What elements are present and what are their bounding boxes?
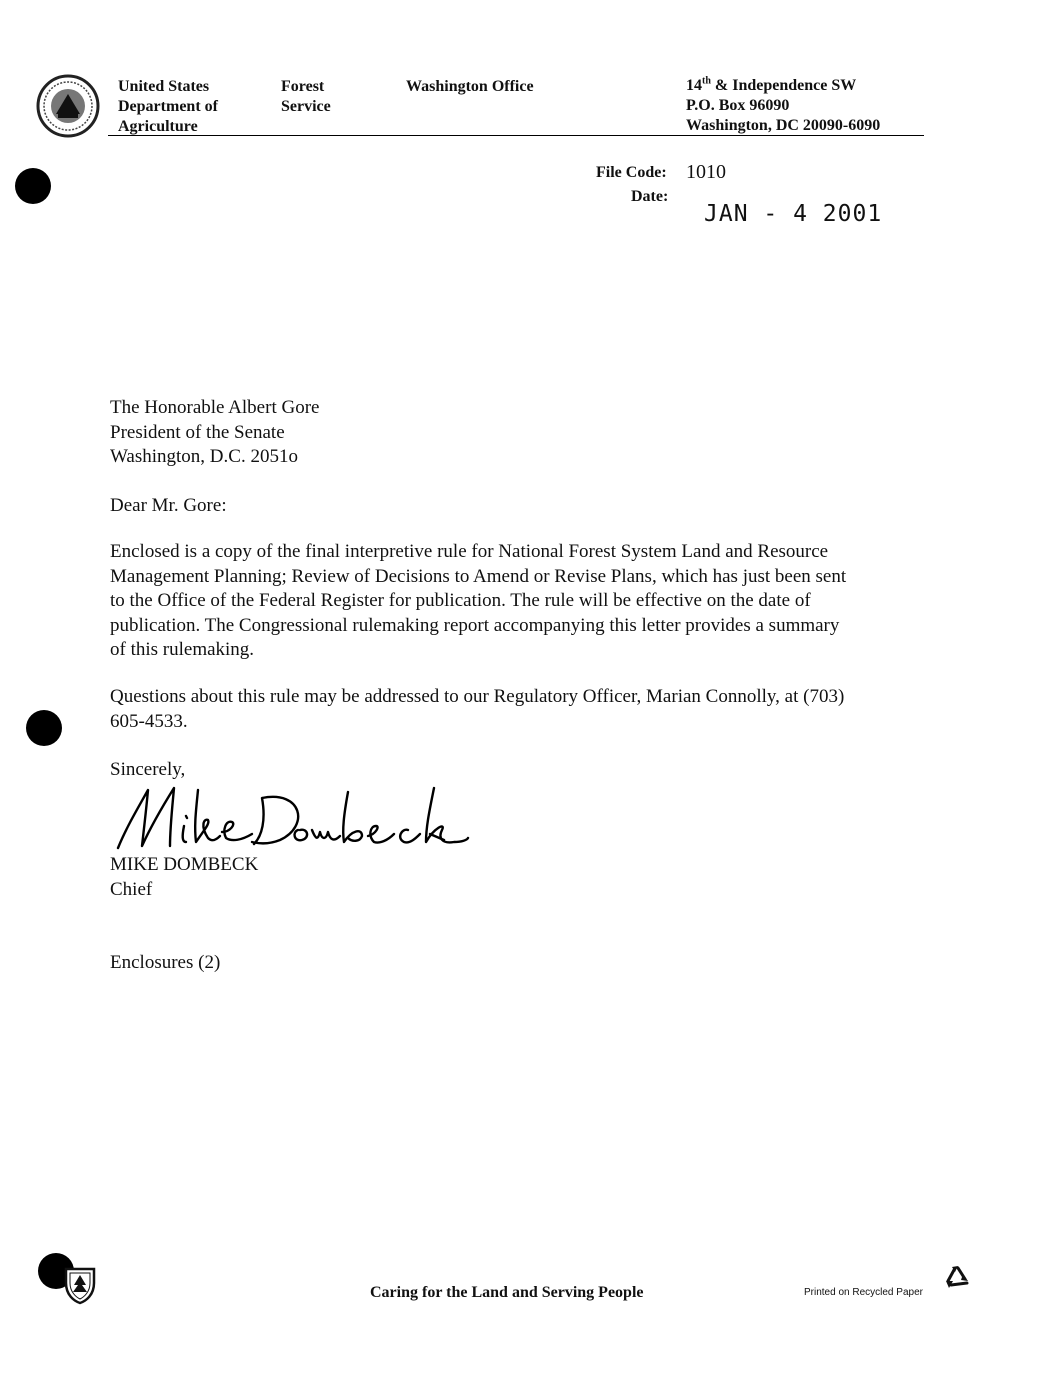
punch-hole-top: [15, 168, 51, 204]
usda-seal-icon: [36, 74, 100, 138]
forest-service-shield-icon: [62, 1265, 98, 1305]
date-label: Date:: [631, 188, 669, 205]
recipient-line: President of the Senate: [110, 421, 285, 443]
recipient-line: The Honorable Albert Gore: [110, 397, 320, 418]
address-line: 14th & Independence SW: [686, 75, 857, 94]
paragraph-line: Management Planning; Review of Decisions to Amend or Revise Plans, which has just been sent: [110, 565, 847, 587]
file-code-value: 1010: [686, 161, 726, 183]
signer-title: Chief: [110, 878, 153, 900]
signer-block: [110, 853, 258, 902]
recipient-line: Washington, D.C. 2051o: [110, 446, 298, 467]
recycled-paper-note: Printed on Recycled Paper: [804, 1287, 923, 1298]
service-line: Service: [281, 98, 331, 115]
agency-line: Agriculture: [118, 118, 198, 135]
service-name: [281, 77, 331, 117]
office-address: [686, 76, 880, 136]
address-line: Washington, DC 20090-6090: [686, 117, 881, 134]
enclosures: Enclosures (2): [110, 952, 221, 973]
office-name: Washington Office: [406, 78, 534, 95]
paragraph-line: publication. The Congressional rulemaking report accompanying this letter provides a summary: [110, 614, 840, 636]
agency-name: [118, 77, 218, 137]
body-paragraph: [110, 540, 846, 663]
file-code-label: File Code:: [596, 164, 667, 181]
footer-motto: Caring for the Land and Serving People: [370, 1284, 644, 1301]
address-line: P.O. Box 96090: [686, 97, 790, 114]
body-paragraph: [110, 685, 844, 734]
recipient-block: [110, 396, 319, 470]
paragraph-line: 605-4533.: [110, 710, 188, 732]
paragraph-line: of this rulemaking.: [110, 639, 255, 660]
header-divider: [108, 135, 924, 136]
paragraph-line: Questions about this rule may be addressed to our Regulatory Officer, Marian Connolly, at (703): [110, 686, 845, 707]
recycle-icon: [943, 1264, 973, 1294]
paragraph-line: to the Office of the Federal Register for publication. The rule will be effective on the date of: [110, 590, 811, 611]
signature-icon: [112, 780, 472, 854]
paragraph-line: Enclosed is a copy of the final interpretive rule for National Forest System Land and Resource: [110, 541, 829, 562]
date-stamp: JAN - 4 2001: [704, 201, 883, 227]
punch-hole-middle: [26, 710, 62, 746]
service-line: Forest: [281, 78, 325, 95]
agency-line: United States: [118, 78, 210, 95]
agency-line: Department of: [118, 98, 218, 115]
salutation: Dear Mr. Gore:: [110, 495, 227, 516]
signer-name: MIKE DOMBECK: [110, 854, 259, 875]
closing: Sincerely,: [110, 759, 186, 780]
